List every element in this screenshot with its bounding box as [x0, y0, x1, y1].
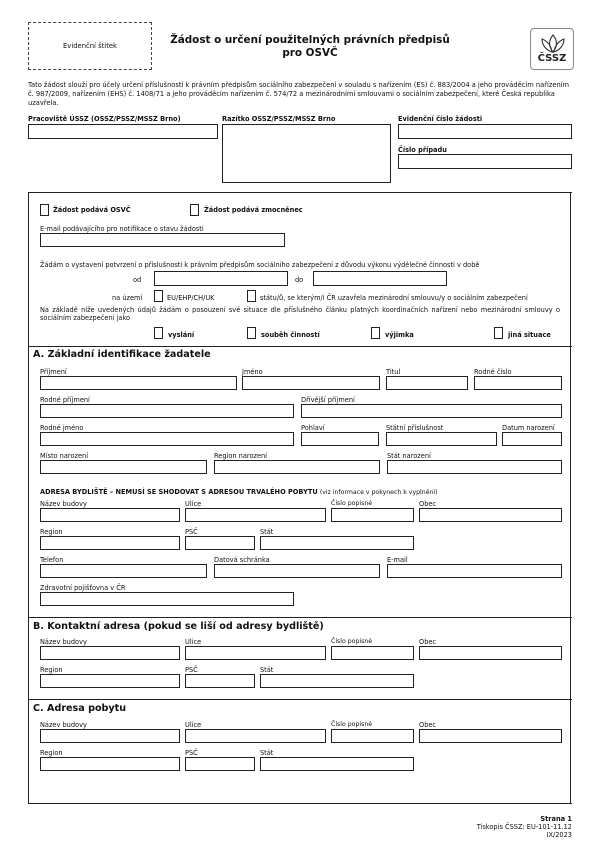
section-b-divider [28, 617, 572, 618]
intro-text: Tato žádost slouží pro účely určení příslušnosti k právním předpisům sociálního zabezpečení v souladu s nařízením (ES) č. 883/2004 a jeho prováděcím nařízením č. 987/2009, nařízením (EHS) č. 1408/71 a jeho prováděcím nařízením č. 574/72 a mezinárodními smlouvami o sociálním zabezpečení, které Česká republika uzavřela. [28, 81, 570, 107]
b-building-label: Název budovy [40, 638, 87, 646]
workplace-label: Pracoviště ÚSSZ (OSSZ/PSSZ/MSSZ Brno) [28, 115, 181, 123]
a-building-label: Název budovy [40, 500, 87, 508]
email-field[interactable] [387, 564, 562, 578]
form-code: Tiskopis ČSSZ: EU-101-11.12 [476, 823, 572, 832]
b-region-field[interactable] [40, 674, 180, 688]
stamp-label: Razítko OSSZ/PSSZ/MSSZ Brno [222, 115, 336, 123]
main-frame-left [28, 192, 29, 804]
c-state-field[interactable] [260, 757, 414, 771]
c-building-label: Název budovy [40, 721, 87, 729]
c-house-no-field[interactable] [331, 729, 414, 743]
treaty-state-label: státu/ů, se kterým/i ČR uzavřela mezinárodní smlouvu/y o sociálním zabezpečení [260, 294, 528, 302]
b-state-label: Stát [260, 666, 274, 674]
evidence-label-box [28, 22, 152, 70]
to-label: do [295, 276, 304, 284]
a-building-field[interactable] [40, 508, 180, 522]
basis-text: Na základě níže uvedených údajů žádám o posouzení své situace dle příslušného článku platných koordinačních nařízení nebo mezinárodní smlouvy o sociálním zabezpečení jako [40, 306, 560, 323]
exception-label: výjimka [385, 331, 414, 339]
eu-label: EU/EHP/CH/UK [167, 294, 215, 302]
a-street-label: Ulice [185, 500, 202, 508]
residence-heading-text: ADRESA BYDLIŠTĚ – NEMUSÍ SE SHODOVAT S ADRESOU TRVALÉHO POBYTU [40, 488, 318, 496]
birth-number-label: Rodné číslo [474, 368, 512, 376]
a-state-label: Stát [260, 528, 274, 536]
a-region-field[interactable] [40, 536, 180, 550]
posting-label: vyslání [168, 331, 195, 339]
sex-label: Pohlaví [301, 424, 325, 432]
surname-field[interactable] [40, 376, 237, 390]
c-region-label: Region [40, 749, 63, 757]
b-street-label: Ulice [185, 638, 202, 646]
section-a-divider [28, 346, 572, 347]
proxy-label: Žádost podává zmocněnec [204, 206, 303, 214]
other-label: jiná situace [508, 331, 551, 339]
date-to-field[interactable] [313, 271, 447, 286]
evidence-label-text: Evidenční štítek [63, 42, 117, 50]
degree-label: Titul [386, 368, 401, 376]
b-municipality-label: Obec [419, 638, 437, 646]
c-state-label: Stát [260, 749, 274, 757]
cssz-logo [530, 28, 574, 70]
birth-region-label: Region narození [214, 452, 268, 460]
form-title-line1: Žádost o určení použitelných právních předpisů [170, 34, 450, 46]
c-municipality-field[interactable] [419, 729, 562, 743]
birth-state-field[interactable] [387, 460, 562, 474]
birth-name-field[interactable] [40, 432, 294, 446]
b-building-field[interactable] [40, 646, 180, 660]
a-municipality-field[interactable] [419, 508, 562, 522]
c-street-field[interactable] [185, 729, 326, 743]
email-label: E-mail [387, 556, 408, 564]
section-c-title: C. Adresa pobytu [33, 703, 127, 714]
b-region-label: Region [40, 666, 63, 674]
name-field[interactable] [242, 376, 380, 390]
databox-label: Datová schránka [214, 556, 270, 564]
phone-field[interactable] [40, 564, 207, 578]
date-from-field[interactable] [154, 271, 288, 286]
form-title [160, 34, 460, 59]
a-house-no-field[interactable] [331, 508, 414, 522]
stamp-area [222, 124, 391, 183]
logo-text: ČSSZ [537, 53, 567, 64]
c-house-no-label: Číslo popisné [331, 721, 373, 728]
b-state-field[interactable] [260, 674, 414, 688]
from-label: od [133, 276, 142, 284]
b-house-no-field[interactable] [331, 646, 414, 660]
c-region-field[interactable] [40, 757, 180, 771]
section-c-divider [28, 699, 572, 700]
birth-place-label: Místo narození [40, 452, 89, 460]
phone-label: Telefon [40, 556, 64, 564]
notify-email-label: E-mail podávajícího pro notifikace o stavu žádosti [40, 225, 204, 233]
residence-heading [40, 488, 438, 497]
b-zip-label: PSČ [185, 666, 198, 674]
b-house-no-label: Číslo popisné [331, 638, 373, 645]
a-house-no-label: Číslo popisné [331, 500, 373, 507]
case-number-label: Číslo případu [398, 146, 447, 154]
birth-surname-field[interactable] [40, 404, 294, 418]
a-region-label: Region [40, 528, 63, 536]
birth-date-field[interactable] [502, 432, 562, 446]
birth-place-field[interactable] [40, 460, 207, 474]
main-frame-top [28, 192, 572, 193]
birth-state-label: Stát narození [387, 452, 431, 460]
section-b-title: B. Kontaktní adresa (pokud se liší od adresy bydliště) [33, 621, 324, 632]
territory-label: na území [112, 294, 143, 302]
b-municipality-field[interactable] [419, 646, 562, 660]
previous-surnames-field[interactable] [301, 404, 562, 418]
c-zip-field[interactable] [185, 757, 255, 771]
request-text: Žádám o vystavení potvrzení o příslušnosti k právním předpisům sociálního zabezpečení z důvodu výkonu výdělečné činnosti v době [40, 261, 480, 269]
databox-field[interactable] [214, 564, 380, 578]
checkbox-eu[interactable] [154, 290, 163, 302]
birth-region-field[interactable] [214, 460, 380, 474]
a-municipality-label: Obec [419, 500, 437, 508]
evid-number-label: Evidenční číslo žádosti [398, 115, 483, 123]
birth-surname-label: Rodné příjmení [40, 396, 90, 404]
citizenship-label: Státní příslušnost [386, 424, 444, 432]
checkbox-posting[interactable] [154, 327, 163, 339]
c-municipality-label: Obec [419, 721, 437, 729]
checkbox-treaty-state[interactable] [247, 290, 256, 302]
birth-number-field[interactable] [474, 376, 562, 390]
a-street-field[interactable] [185, 508, 326, 522]
residence-note: (viz informace v pokynech k vyplnění) [319, 489, 438, 496]
c-building-field[interactable] [40, 729, 180, 743]
section-a-title: A. Základní identifikace žadatele [33, 349, 211, 360]
name-label: Jméno [242, 368, 263, 376]
evid-number-field[interactable] [398, 124, 572, 139]
footer [477, 815, 572, 840]
birth-date-label: Datum narození [502, 424, 555, 432]
surname-label: Příjmení [40, 368, 67, 376]
sex-field[interactable] [301, 432, 379, 446]
a-state-field[interactable] [260, 536, 414, 550]
previous-surnames-label: Dřívější příjmení [301, 396, 355, 404]
workplace-field[interactable] [28, 124, 218, 139]
birth-name-label: Rodné jméno [40, 424, 84, 432]
main-frame-right [570, 192, 571, 804]
form-version: IX/2023 [546, 831, 572, 840]
insurer-label: Zdravotní pojišťovna v ČR [40, 584, 126, 592]
a-zip-field[interactable] [185, 536, 255, 550]
b-street-field[interactable] [185, 646, 326, 660]
checkbox-exception[interactable] [371, 327, 380, 339]
insurer-field[interactable] [40, 592, 294, 606]
page-number: Strana 1 [540, 815, 572, 823]
checkbox-other[interactable] [494, 327, 503, 339]
osvc-label: Žádost podává OSVČ [53, 206, 131, 214]
b-zip-field[interactable] [185, 674, 255, 688]
c-zip-label: PSČ [185, 749, 198, 757]
a-zip-label: PSČ [185, 528, 198, 536]
c-street-label: Ulice [185, 721, 202, 729]
citizenship-field[interactable] [386, 432, 497, 446]
checkbox-concurrence[interactable] [247, 327, 256, 339]
form-title-line2: pro OSVČ [282, 46, 338, 59]
checkbox-osvc[interactable] [40, 204, 49, 216]
degree-field[interactable] [386, 376, 468, 390]
case-number-field[interactable] [398, 154, 572, 169]
leaf-emblem-icon [532, 32, 574, 54]
notify-email-field[interactable] [40, 233, 285, 247]
checkbox-proxy[interactable] [190, 204, 199, 216]
concurrence-label: souběh činností [261, 331, 320, 339]
main-frame-bottom [28, 803, 572, 804]
